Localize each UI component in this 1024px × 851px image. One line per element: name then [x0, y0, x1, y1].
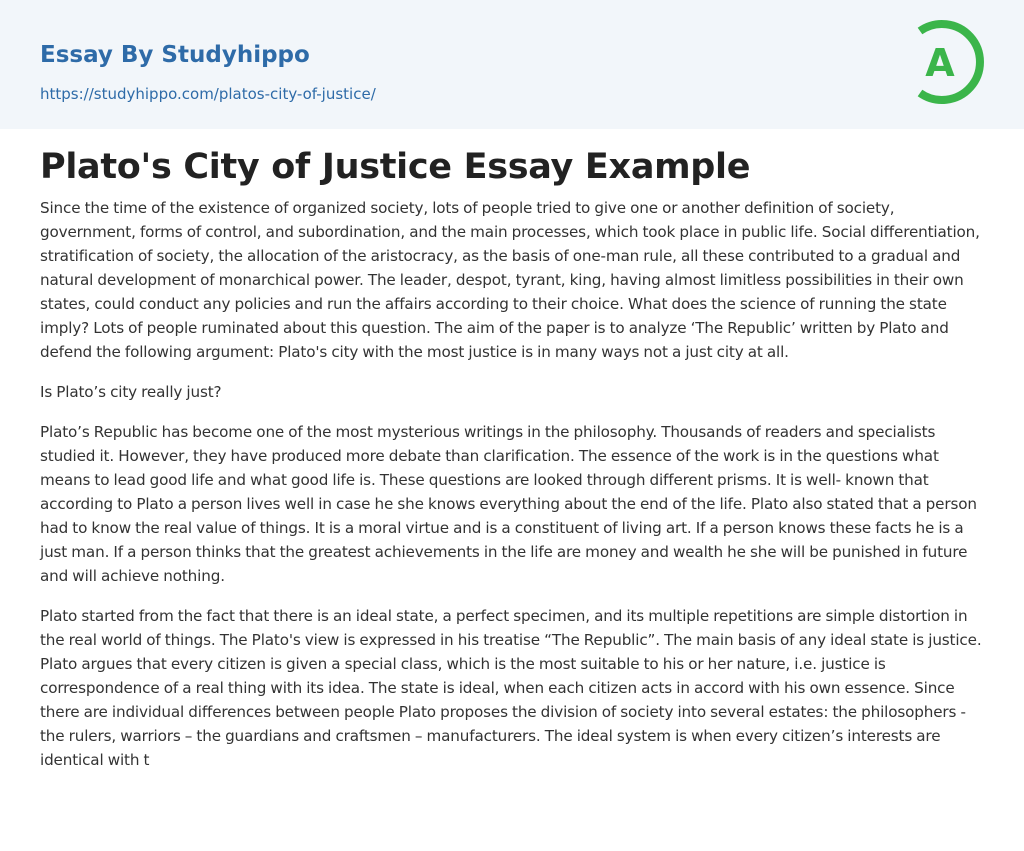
paragraph-ideal-state: Plato started from the fact that there is an ideal state, a perfect specimen, and its multiple repetitions are simple distortion in the real world of things. The Plato's view is expressed in his treatise “The Republic”. The main basis of any ideal state is justice. Plato argues that every citizen is given a special class, which is the most suitable to his or her nature, i.e. justice is correspondence of a real thing with its idea. The state is ideal, when each citizen acts in accord with his own essence. Since there are individual differences between people Plato proposes the division of society into several estates: the philosophers - the rulers, warriors – the guardians and craftsmen – manufacturers. The ideal system is when every citizen’s interests are identical with t — [40, 607, 982, 769]
paragraph-question: Is Plato’s city really just? — [40, 383, 222, 401]
page-title: Plato's City of Justice Essay Example — [40, 147, 751, 187]
brand-title: Essay By Studyhippo — [40, 42, 310, 68]
logo-a-icon — [912, 18, 988, 106]
paragraph-republic: Plato’s Republic has become one of the most mysterious writings in the philosophy. Thousands of readers and specialists studied it. However, they have produced more debate than clarification. The essence of the work is in the questions what means to lead good life and what good life is. These questions are looked through different prisms. It is well- known that according to Plato a person lives well in case he she knows everything about the end of the life. Plato also stated that a person had to know the real value of things. It is a moral virtue and is a constituent of living art. If a person knows these facts he is a just man. If a person thinks that the greatest achievements in the life are money and wealth he she will be punished in future and will achieve nothing. — [40, 423, 977, 585]
logo-letter: A — [925, 41, 955, 85]
studyhippo-logo — [912, 18, 988, 106]
article — [40, 142, 986, 788]
source-url-link[interactable]: https://studyhippo.com/platos-city-of-justice/ — [40, 85, 376, 103]
paragraph-intro: Since the time of the existence of organized society, lots of people tried to give one or another definition of society, government, forms of control, and subordination, and the main processes, which took place in public life. Social differentiation, stratification of society, the allocation of the aristocracy, as the basis of one-man rule, all these contributed to a gradual and natural development of monarchical power. The leader, despot, tyrant, king, having almost limitless possibilities in their own states, could conduct any policies and run the affairs according to their choice. What does the science of running the state imply? Lots of people ruminated about this question. The aim of the paper is to analyze ‘The Republic’ written by Plato and defend the following argument: Plato's city with the most justice is in many ways not a just city at all. — [40, 199, 980, 361]
site-header — [0, 0, 1024, 129]
